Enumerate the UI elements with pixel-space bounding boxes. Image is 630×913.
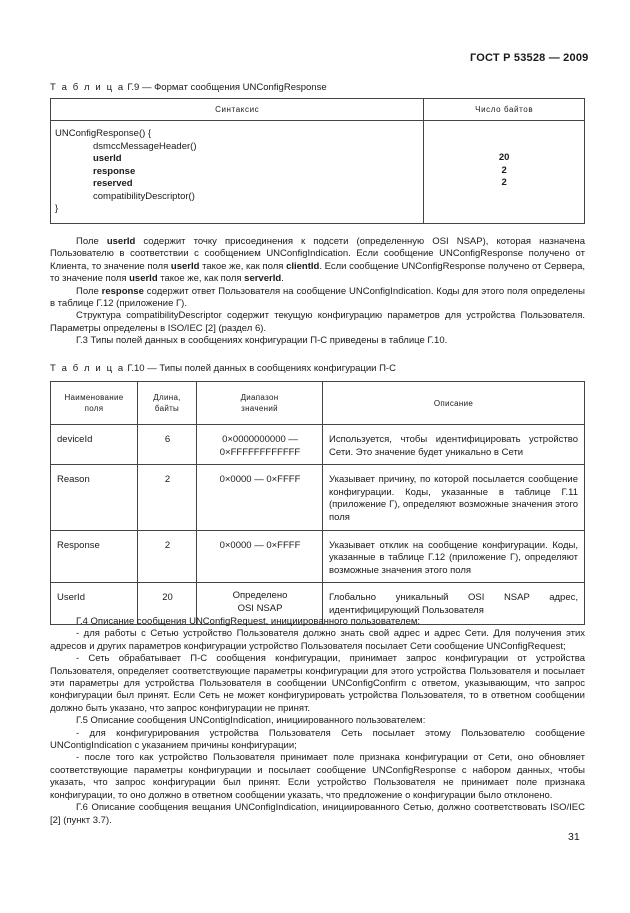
cell-name: deviceId	[51, 425, 138, 465]
body-paragraphs-1	[50, 236, 585, 348]
page-number: 31	[568, 831, 580, 843]
cell-desc: Указывает отклик на сообщение конфигурации. Коды, указанные в таблице Г.12 (приложение Г), определяют возможные значения этого поля	[323, 530, 585, 583]
cell-length: 2	[138, 530, 197, 583]
paragraph-g5-title: Г.5 Описание сообщения UNContigIndication, инициированного пользователем:	[76, 715, 426, 727]
paragraph-g3: Г.3 Типы полей данных в сообщениях конфигурации П-С приведены в таблице Г.10.	[76, 335, 448, 347]
table10-header-length: Длина, байты	[138, 382, 197, 425]
table10	[50, 381, 585, 625]
cell-name: Reason	[51, 465, 138, 530]
cell-range: Определено OSI NSAP	[197, 583, 323, 625]
cell-name: UserId	[51, 583, 138, 625]
paragraph-g4-item1: - для работы с Сетью устройство Пользователя должно знать свой адрес и адрес Сети. Для получения этих адресов и других параметров конфигурации устройство Пользователя посылает Сети сообщение UNConfigRequest;	[50, 628, 585, 652]
cell-desc: Указывает причину, по которой посылается сообщение конфигурации. Коды, указанные в таблице Г.11 (приложение Г), определяют возможные значения этого поля	[323, 465, 585, 530]
paragraph-g5-item2: - после того как устройство Пользователя принимает поле признака конфигурации от Сети, оно обновляет соответствующие параметры конфигурации и посылает сообщение UNConfigResponse с набором данных, чтобы указать, что запрос конфигурации был принят. Если устройство Пользователя не принимает поле признака конфигурации, то оно должно в ответном сообщении указать, что предложение о конфигурации было отклонено.	[50, 752, 585, 801]
table10-caption	[50, 363, 396, 374]
paragraph-g5-item1: - для конфигурирования устройства Пользователя Сеть посылает этому Пользователю сообщение UNContigIndication с указанием причины конфигурации;	[50, 727, 585, 752]
cell-range: 0×0000 — 0×FFFF	[197, 530, 323, 583]
body-section-g4-g6	[50, 616, 585, 827]
table9-caption-text: Г.9 — Формат сообщения UNConfigResponse	[127, 82, 327, 93]
table-row	[51, 530, 585, 583]
cell-name: Response	[51, 530, 138, 583]
table9-header-syntax: Синтаксис	[51, 99, 424, 121]
table9	[50, 98, 585, 224]
byte-count: 2	[501, 177, 507, 188]
syntax-line: userId	[93, 153, 122, 164]
paragraph-g4-item2: - Сеть обрабатывает П-С сообщения конфигурации, принимает запрос конфигурации от устройства Пользователя, определяет соответствующие параметры конфигурации для этого устройства Пользователя и посылает эти параметры для устройства Пользователя в сообщении UNConfigConfirm с ответом, указывающим, что запрос конфигурации был принят. Если Сеть не может конфигурировать устройства Пользователя, то в ответном сообщении должно быть указано, что запрос конфигурации не принят.	[50, 653, 585, 714]
syntax-line: }	[55, 203, 59, 214]
table9-bytes-cell	[424, 121, 585, 224]
table9-caption	[50, 82, 327, 93]
cell-range: 0×0000 — 0×FFFF	[197, 465, 323, 530]
syntax-line: dsmccMessageHeader()	[93, 140, 197, 152]
cell-range: 0×0000000000 — 0×FFFFFFFFFFFF	[197, 425, 323, 465]
paragraph-userid: Поле userId содержит точку присоединения к подсети (определенную OSI NSAP), которая назначена Пользователю в соответствии с сообщением UNConfigIndication. Если сообщение UNConfigResponse получено от Клиента, то значение поля userId такое же, как поля clientId. Если сообщение UNConfigResponse получено от Сервера, то значение поля userId такое же, как поля serverId.	[50, 236, 586, 285]
table10-header-desc: Описание	[323, 382, 585, 425]
table-row	[51, 425, 585, 465]
table9-caption-prefix: Т а б л и ц а	[50, 82, 125, 93]
syntax-line: reserved	[93, 178, 133, 189]
cell-desc: Используется, чтобы идентифицировать устройство Сети. Это значение будет уникально в Сети	[323, 425, 585, 465]
cell-length: 6	[138, 425, 197, 465]
standard-number: ГОСТ Р 53528 — 2009	[470, 52, 589, 64]
syntax-line: response	[93, 165, 136, 177]
byte-count: 2	[501, 164, 507, 176]
table10-caption-text: Г.10 — Типы полей данных в сообщениях конфигурации П-С	[127, 363, 396, 374]
paragraph-g6: Г.6 Описание сообщения вещания UNConfigIndication, инициированного Сетью, должно соответствовать ISO/IEC [2] (пункт 3.7).	[50, 802, 585, 826]
table9-syntax-cell	[51, 121, 424, 224]
cell-length: 2	[138, 465, 197, 530]
table-row	[51, 465, 585, 530]
paragraph-response: Поле response содержит ответ Пользователя на сообщение UNConfigIndication. Коды для этого поля определены в таблице Г.12 (приложение Г).	[50, 285, 585, 310]
paragraph-compat: Структура compatibilityDescriptor содержит текущую конфигурацию параметров для устройства Пользователя. Параметры определены в ISO/IEC [2] (раздел 6).	[50, 310, 585, 334]
cell-length: 20	[138, 583, 197, 625]
table10-header-range: Диапазон значений	[197, 382, 323, 425]
byte-count: 20	[498, 152, 510, 163]
syntax-line: compatibilityDescriptor()	[93, 190, 195, 202]
table10-header-name: Наименование поля	[51, 382, 138, 425]
table9-header-bytes: Число байтов	[424, 99, 585, 121]
paragraph-g4-title: Г.4 Описание сообщения UNConfigRequest, инициированного пользователем:	[76, 616, 421, 627]
syntax-line: UNConfigResponse() {	[55, 128, 152, 139]
cell-desc: Глобально уникальный OSI NSAP адрес, идентифицирующий Пользователя	[323, 583, 585, 625]
table10-caption-prefix: Т а б л и ц а	[50, 363, 125, 374]
